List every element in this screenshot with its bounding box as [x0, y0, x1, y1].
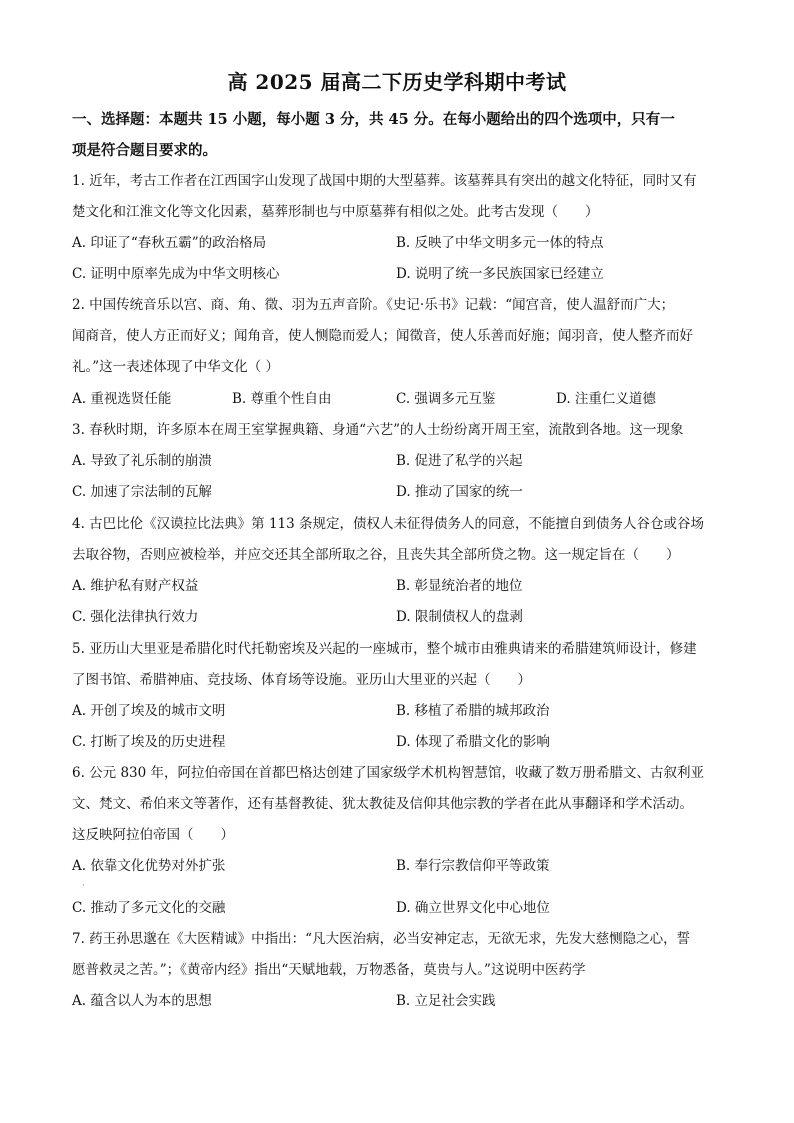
- q5-option-a: A. 开创了埃及的城市文明: [72, 703, 226, 719]
- scan-speck: ·: [82, 881, 85, 890]
- question-7-text: 7. 药王孙思邈在《大医精诚》中指出：“凡大医治病，必当安神定志，无欲无求，先发大慈恻隐之心，誓: [72, 931, 691, 947]
- q6-option-c: C. 推动了多元文化的交融: [72, 900, 226, 916]
- question-4-text: 4. 古巴比伦《汉谟拉比法典》第 113 条规定，债权人未征得债务人的同意，不能擅自到债务人谷仓或谷场: [72, 516, 705, 532]
- section-heading-line: 项是符合题目要求的。: [72, 142, 217, 159]
- q2-option-b: B. 尊重个性自由: [232, 391, 332, 407]
- q7-option-b: B. 立足社会实践: [396, 993, 496, 1009]
- page-title: 高 2025 届高二下历史学科期中考试: [227, 70, 567, 94]
- q2-option-a: A. 重视选贤任能: [72, 391, 172, 407]
- q2-option-d: D. 注重仁义道德: [556, 391, 656, 407]
- question-3-text: 3. 春秋时期，许多原本在周王室掌握典籍、身通“六艺”的人士纷纷离开周王室，流散到各地。这一现象: [72, 422, 684, 438]
- q6-option-d: D. 确立世界文化中心地位: [396, 900, 550, 916]
- section-heading-line: 一、选择题：本题共 15 小题，每小题 3 分，共 45 分。在每小题给出的四个选项中，只有一: [72, 111, 675, 128]
- section-heading: [72, 104, 732, 166]
- q5-option-c: C. 打断了埃及的历史进程: [72, 734, 226, 750]
- q4-option-d: D. 限制债权人的盘剥: [396, 609, 523, 625]
- question-5-text: 了图书馆、希腊神庙、竞技场、体育场等设施。亚历山大里亚的兴起（ ）: [72, 672, 531, 688]
- q4-option-a: A. 维护私有财产权益: [72, 578, 199, 594]
- question-6-text: 这反映阿拉伯帝国（ ）: [72, 827, 234, 843]
- question-4-text: 去取谷物，否则应被检举，并应交还其全部所取之谷，且丧失其全部所贷之物。这一规定旨在（ ）: [72, 547, 680, 563]
- q4-option-b: B. 彰显统治者的地位: [396, 578, 523, 594]
- q5-option-d: D. 体现了希腊文化的影响: [396, 734, 550, 750]
- question-2-text: 2. 中国传统音乐以宫、商、角、徵、羽为五声音阶。《史记·乐书》记载：“闻宫音，使人温舒而广大；: [72, 297, 675, 313]
- q1-option-a: A. 印证了“春秋五霸”的政治格局: [72, 235, 267, 251]
- question-7-text: 愿普救灵之苦。”；《黄帝内经》指出“天赋地载，万物悉备，莫贵与人。”这说明中医药学: [72, 962, 586, 978]
- question-6-text: 6. 公元 830 年，阿拉伯帝国在首都巴格达创建了国家级学术机构智慧馆，收藏了数万册希腊文、古叙利亚: [72, 765, 705, 781]
- question-5-text: 5. 亚历山大里亚是希腊化时代托勒密埃及兴起的一座城市，整个城市由雅典请来的希腊建筑师设计，修建: [72, 641, 697, 657]
- q1-option-b: B. 反映了中华文明多元一体的特点: [396, 235, 604, 251]
- question-6-text: 文、梵文、希伯来文等著作，还有基督教徒、犹太教徒及信仰其他宗教的学者在此从事翻译和学术活动。: [72, 796, 693, 812]
- question-2-text: 礼。”这一表述体现了中华文化（ ）: [72, 359, 279, 375]
- q3-option-c: C. 加速了宗法制的瓦解: [72, 484, 212, 500]
- q6-option-b: B. 奉行宗教信仰平等政策: [396, 858, 550, 874]
- q4-option-c: C. 强化法律执行效力: [72, 609, 199, 625]
- q1-option-d: D. 说明了统一多民族国家已经建立: [396, 266, 604, 282]
- q2-option-c: C. 强调多元互鉴: [396, 391, 496, 407]
- q7-option-a: A. 蕴含以人为本的思想: [72, 993, 212, 1009]
- question-2-text: 闻商音，使人方正而好义；闻角音，使人恻隐而爱人；闻徵音，使人乐善而好施；闻羽音，使人整齐而好: [72, 328, 693, 344]
- question-1-text: 楚文化和江淮文化等文化因素，墓葬形制也与中原墓葬有相似之处。此考古发现（ ）: [72, 204, 599, 220]
- question-1-text: 1. 近年，考古工作者在江西国字山发现了战国中期的大型墓葬。该墓葬具有突出的越文化特征，同时又有: [72, 173, 697, 189]
- q6-option-a: A. 依靠文化优势对外扩张: [72, 858, 226, 874]
- q3-option-d: D. 推动了国家的统一: [396, 484, 523, 500]
- q5-option-b: B. 移植了希腊的城邦政治: [396, 703, 550, 719]
- q3-option-a: A. 导致了礼乐制的崩溃: [72, 453, 212, 469]
- q1-option-c: C. 证明中原率先成为中华文明核心: [72, 266, 280, 282]
- q3-option-b: B. 促进了私学的兴起: [396, 453, 523, 469]
